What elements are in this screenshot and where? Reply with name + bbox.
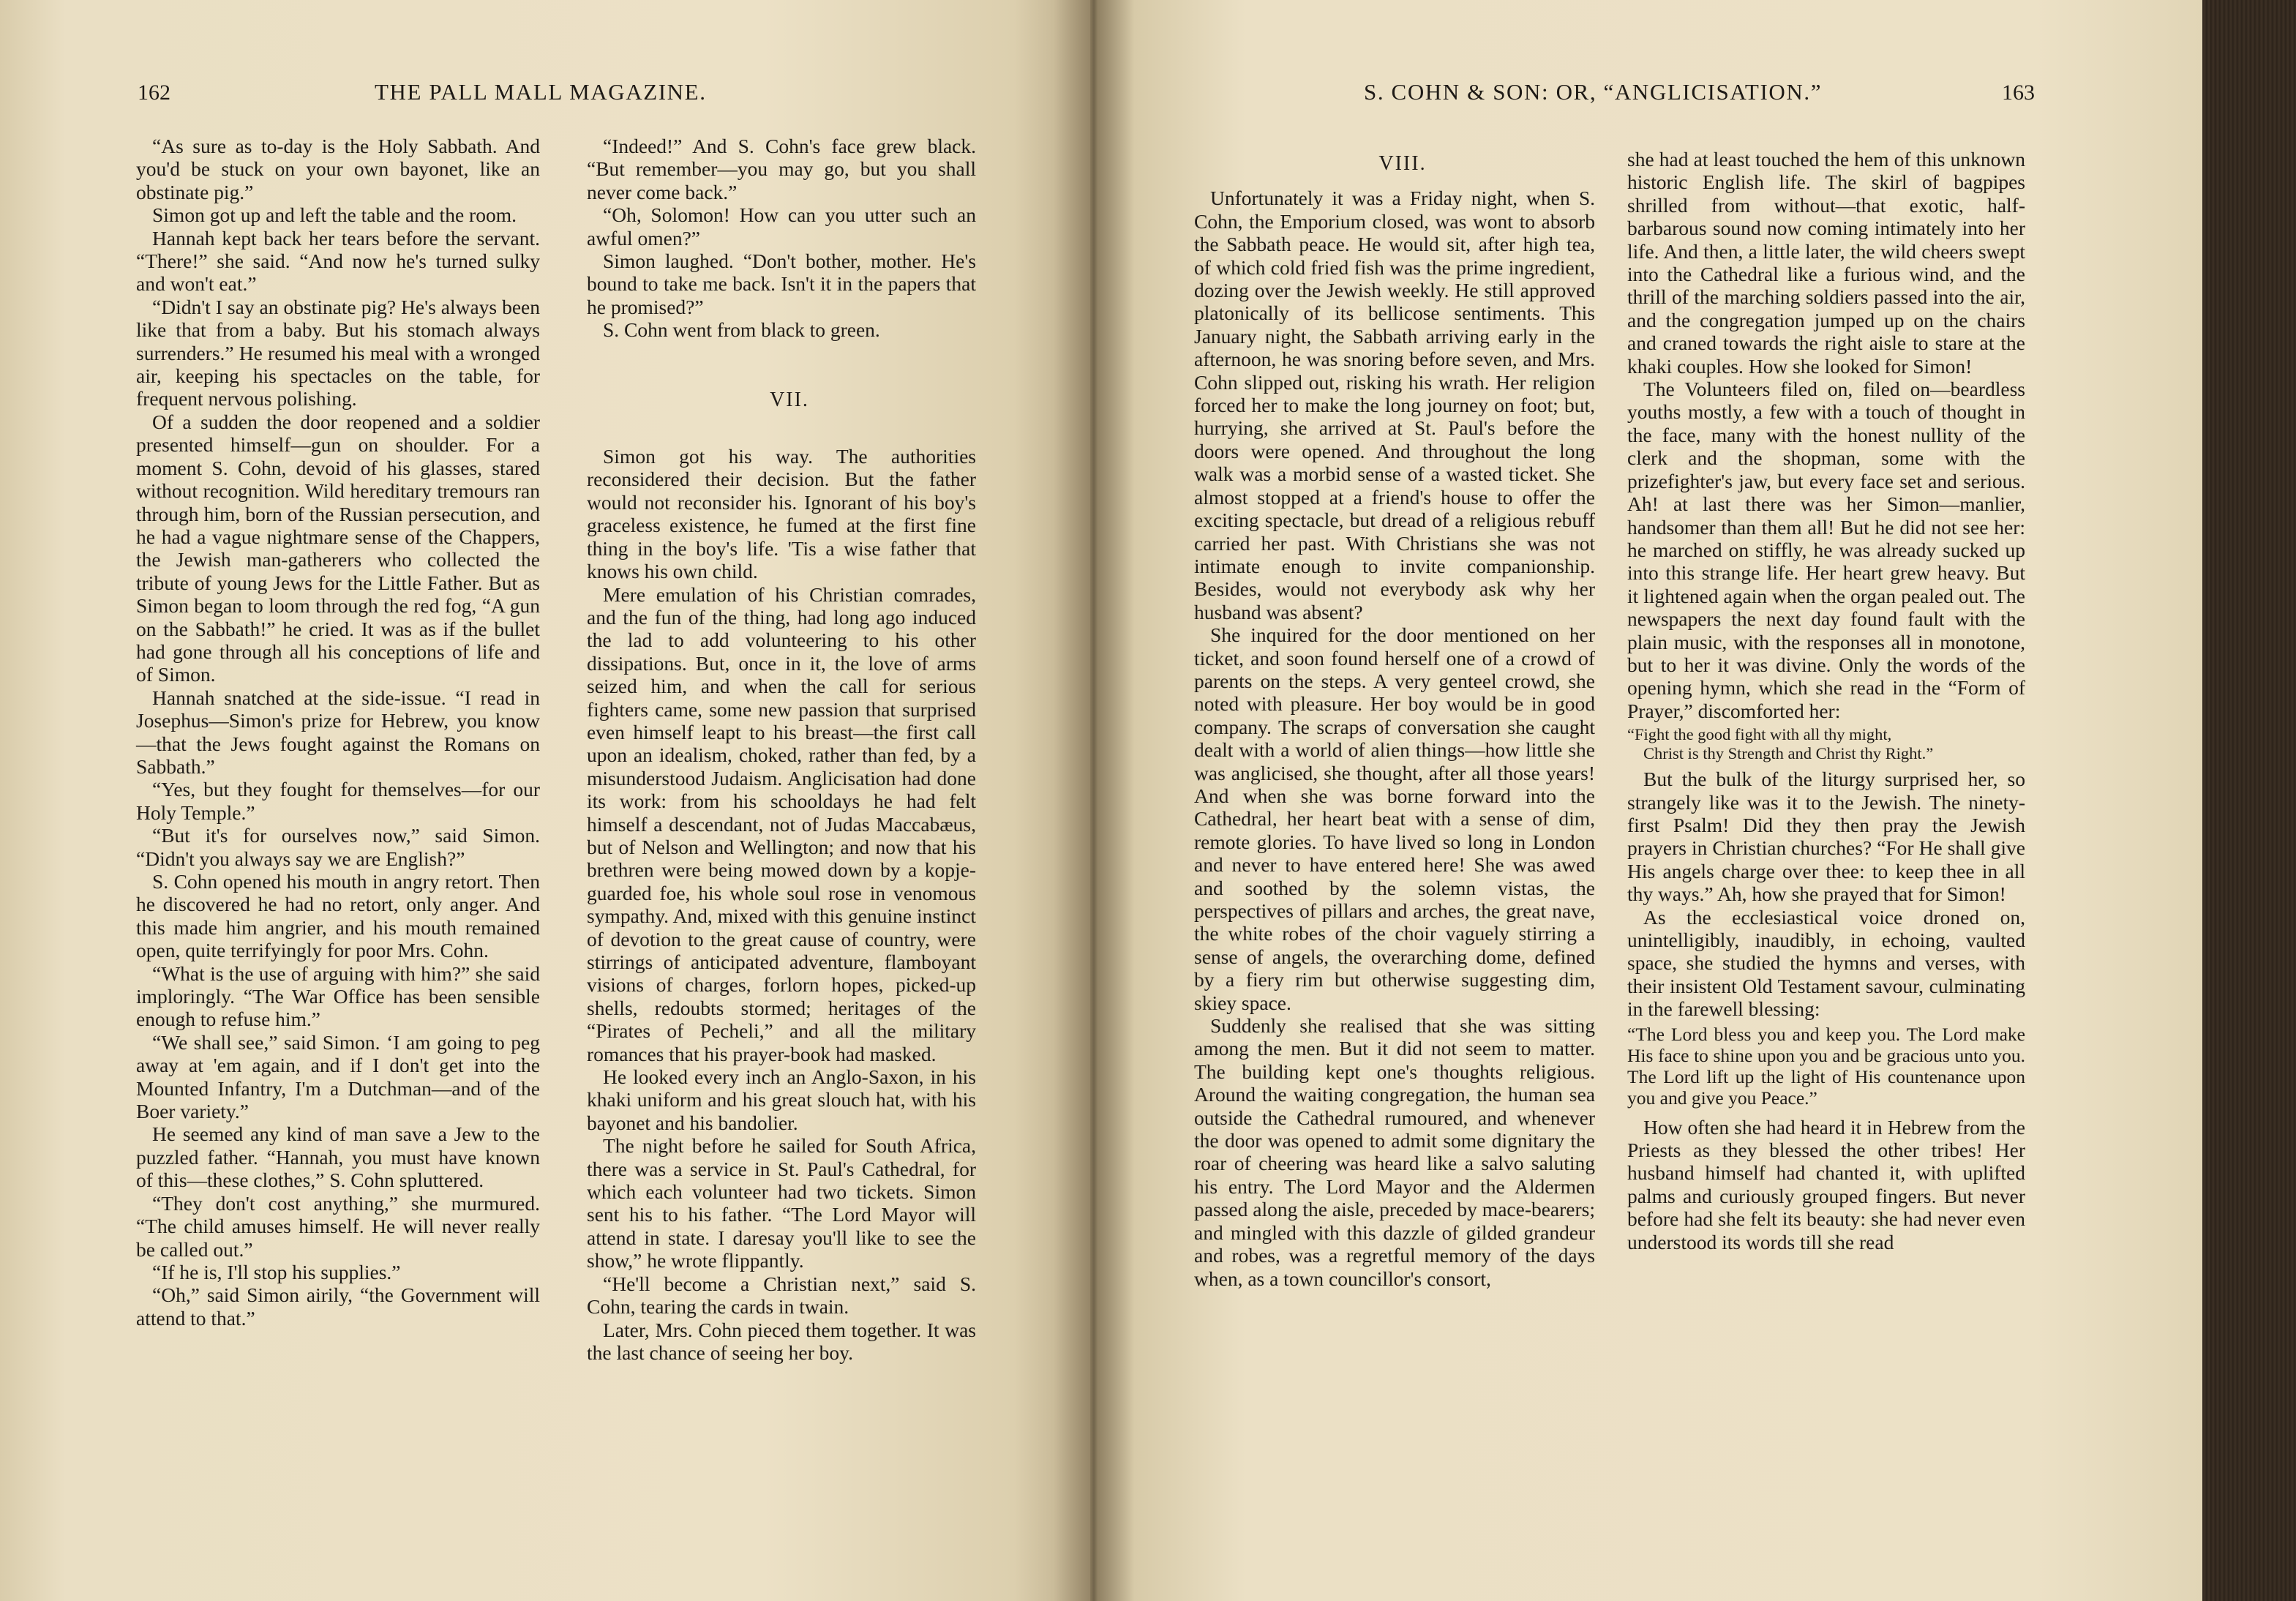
right-page	[1090, 0, 2202, 1601]
paragraph: she had at least touched the hem of this unknown historic English life. The skirl of bagpipes shrilled from without—that exotic, half-barbarous sound now coming intimately into her life. And then, a little later, the wild cheers swept into the Cathedral like a furious wind, and the thrill of the marching soldiers passed into the air, and the congregation jumped up on the chairs and craned towards the right aisle to stare at the khaki couples. How she looked for Simon!	[1627, 148, 2025, 378]
paragraph: “What is the use of arguing with him?” she said imploringly. “The War Office has been sensible enough to refuse him.”	[136, 961, 540, 1031]
left-column-2-top	[587, 135, 976, 342]
right-column-2-bottom	[1627, 1116, 2025, 1253]
blessing-quotation: “The Lord bless you and keep you. The Lord make His face to shine upon you and be gracious unto you. The Lord lift up the light of His countenance upon you and give you Peace.”	[1627, 1023, 2025, 1109]
paragraph: “We shall see,” said Simon. ‘I am going to peg away at 'em again, and if I don't get into the Mounted Infantry, I'm a Dutchman—and of the Boer variety.”	[136, 1030, 540, 1123]
paragraph: Unfortunately it was a Friday night, when S. Cohn, the Emporium closed, was wont to absorb the Sabbath peace. He would sit, after high tea, of which cold fried fish was the prime ingredient, dozing over the Jewish weekly. He still approved platonically of its bellicose sentiments. This January night, the Sabbath arriving early in the afternoon, he was snoring before seven, and Mrs. Cohn slipped out, risking his wrath. Her religion forced her to make the long journey on foot; but, hurrying, she arrived at St. Paul's before the doors were opened. And throughout the long walk was a morbid sense of a wasted ticket. She almost stopped at a friend's house to offer the exciting spectacle, but dread of a religious rebuff carried her past. With Christians she was not intimate enough to invite companionship. Besides, would not everybody ask why her husband was absent?	[1194, 187, 1595, 623]
paragraph: Later, Mrs. Cohn pieced them together. It was the last chance of seeing her boy.	[587, 1318, 976, 1364]
paragraph: The Volunteers filed on, filed on—beardless youths mostly, a few with a touch of thought in the face, many with the honest nullity of the clerk and the shopman, some with the prizefighter's jaw, but every face set and serious. Ah! at last there was her Simon—manlier, handsomer than them all! But he did not see her: he marched on stiffly, he was already sucked up into this strange life. Her heart grew heavy. But it lightened again when the organ pealed out. The newspapers the next day found fault with the plain music, with the responses all in monotone, but to her it was divine. Only the words of the opening hymn, which she read in the “Form of Prayer,” discomforted her:	[1627, 378, 2025, 722]
paragraph: He looked every inch an Anglo-Saxon, in his khaki uniform and his great slouch hat, with his bayonet and his bandolier.	[587, 1065, 976, 1134]
paragraph: “Didn't I say an obstinate pig? He's always been like that from a baby. But his stomach always surrenders.” He resumed his meal with a wronged air, keeping his spectacles on the table, for frequent nervous polishing.	[136, 295, 540, 410]
right-column-1	[1194, 152, 1595, 1290]
paragraph: “As sure as to-day is the Holy Sabbath. And you'd be stuck on your own bayonet, like an obstinate pig.”	[136, 135, 540, 203]
paragraph: “Indeed!” And S. Cohn's face grew black. “But remember—you may go, but you shall never come back.”	[587, 135, 976, 203]
paragraph: As the ecclesiastical voice droned on, unintelligibly, inaudibly, in echoing, vaulted space, she studied the hymns and verses, with their insistent Old Testament savour, culminating in the farewell blessing:	[1627, 905, 2025, 1021]
paragraph: “But it's for ourselves now,” said Simon. “Didn't you always say we are English?”	[136, 824, 540, 870]
chapter-heading-viii: VIII.	[1378, 152, 1427, 175]
chapter-heading-vii: VII.	[770, 388, 809, 411]
paragraph: He seemed any kind of man save a Jew to the puzzled father. “Hannah, you must have known of this—these clothes,” S. Cohn spluttered.	[136, 1122, 540, 1192]
paragraph: Simon got up and left the table and the room.	[152, 203, 517, 227]
paragraph: Of a sudden the door reopened and a soldier presented himself—gun on shoulder. For a moment S. Cohn, devoid of his glasses, stared without recognition. Wild hereditary tremours ran through him, born of the Russian persecution, and he had a vague nightmare sense of the Chappers, the Jewish man-gatherers who collected the tribute of young Jews for the Little Father. But as Simon began to loom through the red fog, “A gun on the Sabbath!” he cried. It was as if the bullet had gone through all his conceptions of life and of Simon.	[136, 410, 540, 686]
paragraph: Hannah snatched at the side-issue. “I read in Josephus—Simon's prize for Hebrew, you know—that the Jews fought against the Romans on Sabbath.”	[136, 686, 540, 778]
right-running-head: S. COHN & SON: OR, “ANGLICISATION.”	[1364, 79, 1823, 105]
hymn-line-1: “Fight the good fight with all thy might,	[1627, 725, 1892, 744]
paragraph: Simon got his way. The authorities reconsidered their decision. But the father would not reconsider his. Ignorant of his boy's graceless existence, he fumed at the first fine thing in the boy's life. 'Tis a wise father that knows his own child.	[587, 445, 976, 583]
left-page	[0, 0, 1090, 1601]
hymn-line-2: Christ is thy Strength and Christ thy Right.”	[1643, 744, 1934, 763]
paragraph: “Oh, Solomon! How can you utter such an awful omen?”	[587, 203, 976, 250]
left-column-1	[136, 135, 540, 1330]
right-column-2	[1627, 148, 2025, 1253]
right-column-2-top	[1627, 148, 2025, 722]
paragraph: Suddenly she realised that she was sitting among the men. But it did not seem to matter. The building kept one's thoughts religious. Around the waiting congregation, the human sea outside the Cathedral rumoured, and whenever the door was opened to admit some dignitary the roar of cheering was heard like a salvo saluting his entry. The Lord Mayor and the Aldermen passed along the aisle, preceded by mace-bearers; and mingled with this dazzle of gilded grandeur and robes, was a regretful memory of the days when, as a town councillor's consort,	[1194, 1014, 1595, 1290]
left-running-head: THE PALL MALL MAGAZINE.	[375, 79, 707, 105]
left-column-2	[587, 135, 976, 1364]
paragraph: Mere emulation of his Christian comrades, and the fun of the thing, had long ago induced the lad to add volunteering to his other dissipations. But, once in it, the love of arms seized him, and when the call for serious fighters came, some new passion that surprised even himself leapt to his breast—the first call upon an idealism, choked, rather than fed, by a misunderstood Judaism. Anglicisation had done its work: from his schooldays he had felt himself a descendant, not of Judas Maccabæus, but of Nelson and Wellington; and now that his brethren were being mowed down by a kopje-guarded foe, his whole soul rose in venomous sympathy. And, mixed with this genuine instinct of devotion to the great cause of country, were stirrings of anticipated adventure, flamboyant visions of charges, forlorn hopes, picked-up shells, redoubts stormed; heritages of the “Pirates of Pecheli,” and all the military romances that his prayer-book had masked.	[587, 582, 976, 1065]
paragraph: But the bulk of the liturgy surprised her, so strangely like was it to the Jewish. The ninety-first Psalm! Did they then pray the Jewish prayers in Christian churches? “For He shall give His angels charge over thee: to keep thee in all thy ways.” Ah, how she prayed that for Simon!	[1627, 768, 2025, 906]
book-page-edges	[2202, 0, 2296, 1601]
paragraph: The night before he sailed for South Africa, there was a service in St. Paul's Cathedral, for which each volunteer had two tickets. Simon sent his to his father. “The Lord Mayor will attend in state. I daresay you'll like to see the show,” he wrote flippantly.	[587, 1134, 976, 1272]
paragraph: S. Cohn went from black to green.	[603, 318, 880, 342]
paragraph: “He'll become a Christian next,” said S. Cohn, tearing the cards in twain.	[587, 1272, 976, 1319]
right-column-2-middle	[1627, 768, 2025, 1020]
right-column-1-text	[1194, 187, 1595, 1290]
paragraph: “Oh,” said Simon airily, “the Government will attend to that.”	[136, 1283, 540, 1330]
paragraph: Hannah kept back her tears before the servant. “There!” she said. “And now he's turned sulky and won't eat.”	[136, 226, 540, 296]
paragraph: “If he is, I'll stop his supplies.”	[152, 1260, 401, 1283]
paragraph: She inquired for the door mentioned on her ticket, and soon found herself one of a crowd of parents on the steps. A very genteel crowd, she noted with pleasure. Her boy would be in good company. The scraps of conversation she caught dealt with a world of alien things—how little she was anglicised, she thought, after all those years! And when she was borne forward into the Cathedral, her heart beat with a sense of dim, remote glories. To have lived so long in London and never to have entered here! She was awed and soothed by the solemn vistas, the perspectives of pillars and arches, the great nave, the white robes of the choir vaguely stirring a sense of angels, the overarching dome, defined by a fiery rim but otherwise suggesting dim, skiey space.	[1194, 623, 1595, 1014]
paragraph: “They don't cost anything,” she murmured. “The child amuses himself. He will never really be called out.”	[136, 1191, 540, 1261]
paragraph: How often she had heard it in Hebrew from the Priests as they blessed the other tribes! Her husband himself had chanted it, with uplifted palms and curiously grouped fingers. But never before had she felt its beauty: she had never even understood its words till she read	[1627, 1115, 2025, 1253]
right-page-number: 163	[2002, 80, 2035, 105]
book-gutter	[1054, 0, 1134, 1601]
paragraph: “Yes, but they fought for themselves—for our Holy Temple.”	[136, 778, 540, 824]
paragraph: Simon laughed. “Don't bother, mother. He's bound to take me back. Isn't it in the papers that he promised?”	[587, 250, 976, 318]
paragraph: S. Cohn opened his mouth in angry retort. Then he discovered he had no retort, only anger. And this made him angrier, and his mouth remained open, quite terrifyingly for poor Mrs. Cohn.	[136, 870, 540, 962]
left-page-number: 162	[138, 80, 170, 105]
left-column-2-bottom	[587, 445, 976, 1364]
hymn-quotation	[1627, 725, 2025, 763]
